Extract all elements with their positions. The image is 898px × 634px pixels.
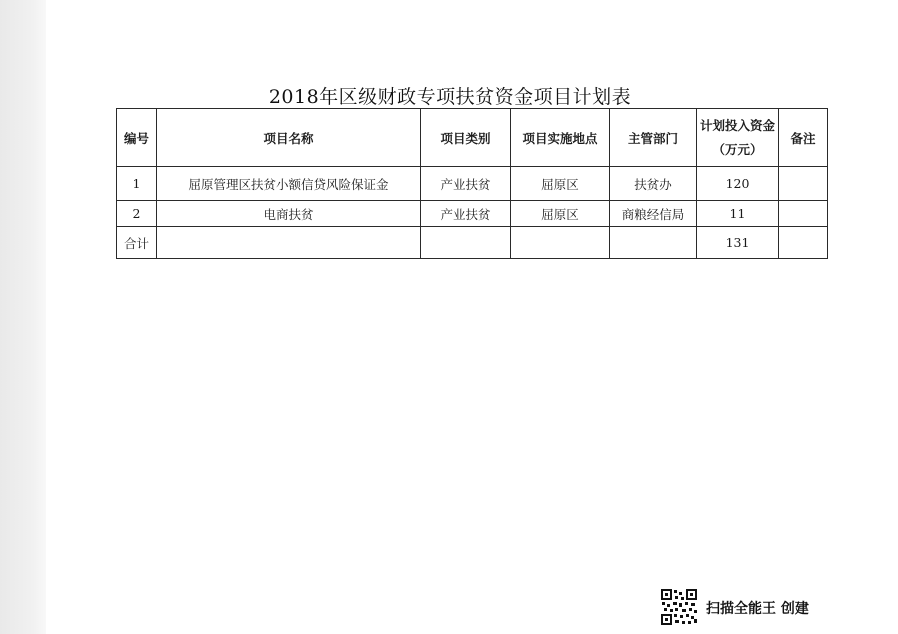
cell-investment: 120 — [697, 167, 779, 201]
cell-remark — [779, 201, 828, 227]
cell-department: 扶贫办 — [610, 167, 697, 201]
cell-name: 屈原管理区扶贫小额信贷风险保证金 — [157, 167, 421, 201]
table-row — [117, 201, 828, 227]
cell-location: 屈原区 — [511, 201, 610, 227]
table-row — [117, 167, 828, 201]
cell-name: 电商扶贫 — [157, 201, 421, 227]
total-label: 合计 — [117, 227, 157, 259]
header-location: 项目实施地点 — [511, 109, 610, 167]
cell-category: 产业扶贫 — [421, 201, 511, 227]
header-no: 编号 — [117, 109, 157, 167]
header-category: 项目类别 — [421, 109, 511, 167]
table-total-row — [117, 227, 828, 259]
scanner-watermark — [660, 588, 860, 628]
watermark-text: 扫描全能王 创建 — [706, 601, 809, 617]
qr-code-icon — [660, 588, 698, 626]
cell-remark — [779, 167, 828, 201]
project-plan-table — [116, 108, 828, 259]
cell-department: 商粮经信局 — [610, 201, 697, 227]
total-empty-remark — [779, 227, 828, 259]
header-investment: 计划投入资金（万元） — [697, 109, 779, 167]
total-empty-department — [610, 227, 697, 259]
cell-investment: 11 — [697, 201, 779, 227]
header-name: 项目名称 — [157, 109, 421, 167]
total-empty-name — [157, 227, 421, 259]
total-investment: 131 — [697, 227, 779, 259]
cell-location: 屈原区 — [511, 167, 610, 201]
document-title: 2018年区级财政专项扶贫资金项目计划表 — [268, 86, 632, 108]
cell-no: 2 — [117, 201, 157, 227]
header-department: 主管部门 — [610, 109, 697, 167]
header-remark: 备注 — [779, 109, 828, 167]
cell-category: 产业扶贫 — [421, 167, 511, 201]
cell-no: 1 — [117, 167, 157, 201]
total-empty-location — [511, 227, 610, 259]
table-header-row — [117, 109, 828, 167]
total-empty-category — [421, 227, 511, 259]
